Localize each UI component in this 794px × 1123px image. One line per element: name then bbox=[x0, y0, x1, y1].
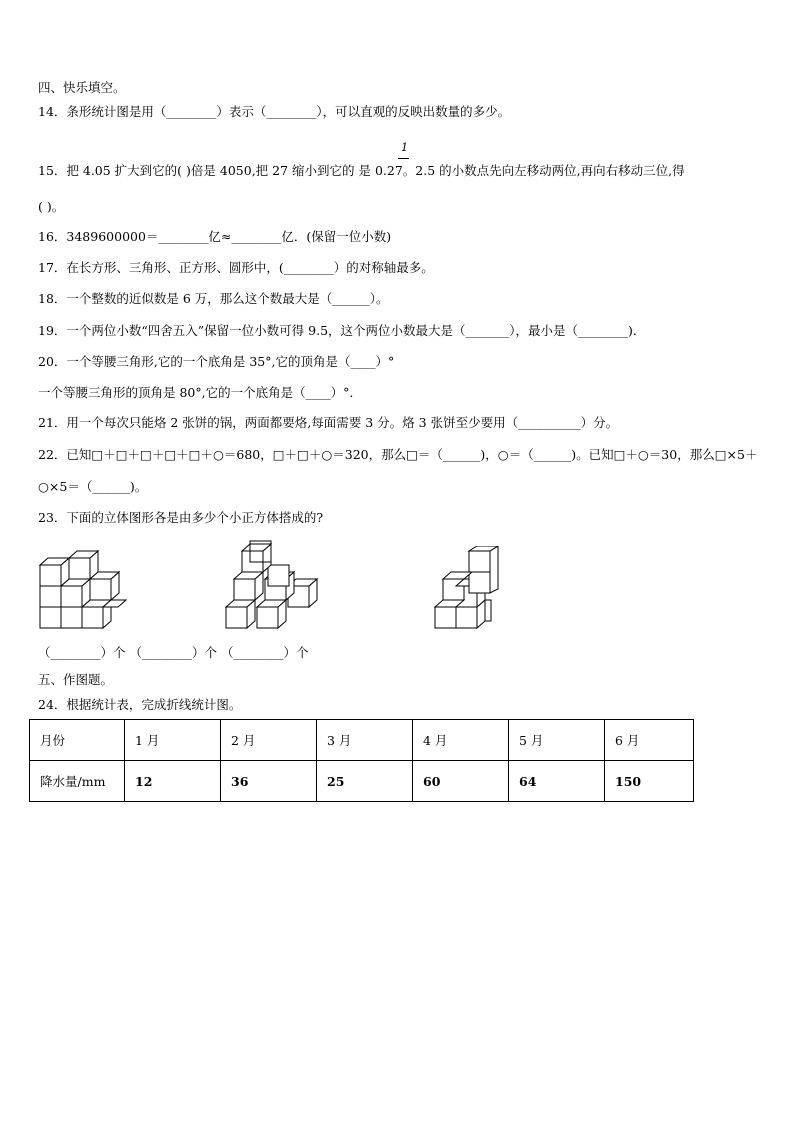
precipitation-table bbox=[29, 719, 694, 802]
table-cell: 36 bbox=[221, 761, 317, 802]
question-21: 21．用一个每次只能烙 2 张饼的锅，两面都要烙,每面需要 3 分。烙 3 张饼至少要用（__________）分。 bbox=[38, 415, 619, 430]
table-cell: 降水量/mm bbox=[30, 761, 125, 802]
question-18: 18．一个整数的近似数是 6 万，那么这个数最大是（______）。 bbox=[38, 291, 389, 306]
question-17: 17．在长方形、三角形、正方形、圆形中，(________）的对称轴最多。 bbox=[38, 260, 434, 275]
cube-figure-1 bbox=[38, 546, 130, 630]
question-24: 24．根据统计表，完成折线统计图。 bbox=[38, 697, 242, 712]
question-14: 14．条形统计图是用（________）表示（________），可以直观的反映出数量的多少。 bbox=[38, 104, 511, 119]
question-15-line-1: 15．把 4.05 扩大到它的( )倍是 4050,把 27 缩小到它的 是 0.27。2.5 的小数点先向左移动两位,再向右移动三位,得 bbox=[38, 163, 685, 178]
table-cell: 月份 bbox=[30, 720, 125, 761]
table-cell: 5 月 bbox=[509, 720, 605, 761]
table-cell: 4 月 bbox=[413, 720, 509, 761]
question-22-line-2: ○×5＝（______)。 bbox=[38, 479, 148, 494]
table-cell: 6 月 bbox=[605, 720, 694, 761]
table-cell: 3 月 bbox=[317, 720, 413, 761]
question-22-line-1: 22．已知□＋□＋□＋□＋□＋○＝680，□＋□＋○＝320，那么□＝（______)，○＝（______)。已知□＋○＝30，那么□×5＋ bbox=[38, 447, 758, 462]
table-row bbox=[30, 720, 694, 761]
table-cell: 12 bbox=[125, 761, 221, 802]
table-cell: 1 月 bbox=[125, 720, 221, 761]
section-four-title: 四、快乐填空。 bbox=[38, 80, 126, 95]
question-23: 23．下面的立体图形各是由多少个小正方体搭成的? bbox=[38, 510, 324, 525]
fraction-numerator: 1 bbox=[401, 141, 408, 154]
question-20-line-1: 20．一个等腰三角形,它的一个底角是 35°,它的顶角是（____）° bbox=[38, 354, 395, 369]
table-cell: 2 月 bbox=[221, 720, 317, 761]
question-23-answers: （________）个 （________）个 （________）个 bbox=[38, 645, 309, 660]
table-cell: 150 bbox=[605, 761, 694, 802]
question-19: 19．一个两位小数“四舍五入”保留一位小数可得 9.5，这个两位小数最大是（_______），最小是（________)． bbox=[38, 323, 646, 338]
table-cell: 25 bbox=[317, 761, 413, 802]
fraction-bar bbox=[398, 158, 409, 159]
table-cell: 60 bbox=[413, 761, 509, 802]
question-16: 16．3489600000＝________亿≈________亿．(保留一位小数) bbox=[38, 229, 392, 244]
table-row bbox=[30, 761, 694, 802]
table-cell: 64 bbox=[509, 761, 605, 802]
cube-figure-3 bbox=[433, 546, 503, 630]
cube-figure-2 bbox=[224, 539, 324, 631]
question-20-line-2: 一个等腰三角形的顶角是 80°,它的一个底角是（____）°. bbox=[38, 385, 354, 400]
question-15-line-2: ( )。 bbox=[38, 199, 65, 214]
section-five-title: 五、作图题。 bbox=[38, 672, 114, 687]
